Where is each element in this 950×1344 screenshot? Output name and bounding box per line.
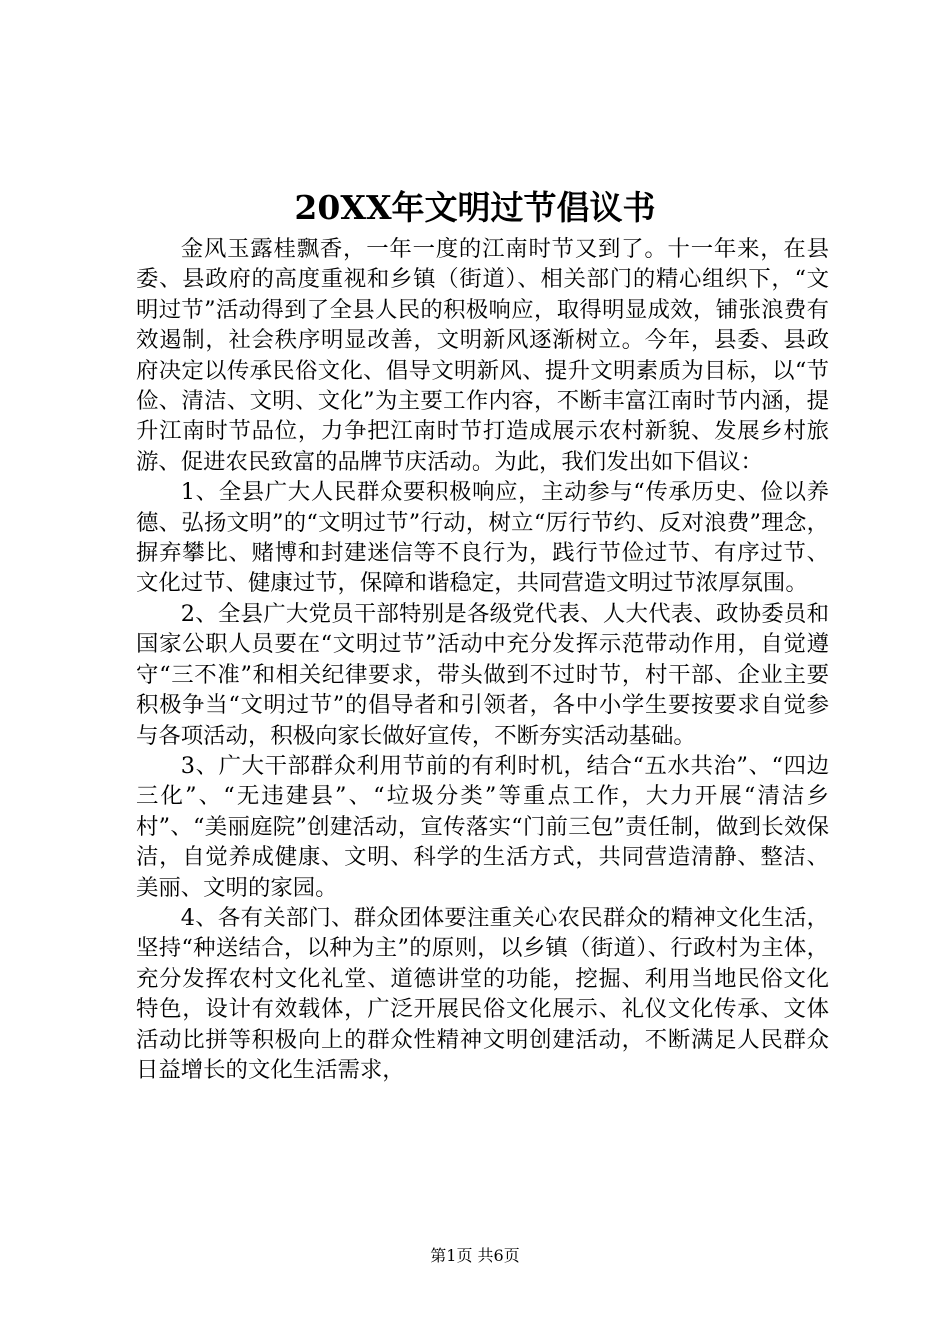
paragraph-item-1: 1、全县广大人民群众要积极响应，主动参与“传承历史、俭以养德、弘扬文明”的“文明过节”行动，树立“厉行节约、反对浪费”理念，摒弃攀比、赌博和封建迷信等不良行为，践行节俭过节、有序过节、文化过节、健康过节，保障和谐稳定，共同营造文明过节浓厚氛围。 — [136, 479, 829, 597]
document-title: 20XX年文明过节倡议书 — [294, 188, 656, 227]
page-number-footer: 第1页 共6页 — [430, 1246, 520, 1265]
paragraph-item-3: 3、广大干部群众利用节前的有利时机，结合“五水共治”、“四边三化”、“无违建县”、“垃圾分类”等重点工作，大力开展“清洁乡村”、“美丽庭院”创建活动，宣传落实“门前三包”责任制，做到长效保洁，自觉养成健康、文明、科学的生活方式，共同营造清静、整洁、美丽、文明的家园。 — [136, 752, 829, 901]
paragraph-item-4: 4、各有关部门、群众团体要注重关心农民群众的精神文化生活，坚持“种送结合，以种为主”的原则，以乡镇（街道）、行政村为主体，充分发挥农村文化礼堂、道德讲堂的功能，挖掘、利用当地民俗文化特色，设计有效载体，广泛开展民俗文化展示、礼仪文化传承、文体活动比拼等积极向上的群众性精神文明创建活动，不断满足人民群众日益增长的文化生活需求， — [136, 904, 829, 1083]
document-body — [136, 234, 829, 1085]
paragraph-item-2: 2、全县广大党员干部特别是各级党代表、人大代表、政协委员和国家公职人员要在“文明过节”活动中充分发挥示范带动作用，自觉遵守“三不准”和相关纪律要求，带头做到不过时节，村干部、企业主要积极争当“文明过节”的倡导者和引领者，各中小学生要按要求自觉参与各项活动，积极向家长做好宣传，不断夯实活动基础。 — [136, 600, 829, 749]
paragraph-intro: 金风玉露桂飘香，一年一度的江南时节又到了。十一年来，在县委、县政府的高度重视和乡镇（街道）、相关部门的精心组织下，“文明过节”活动得到了全县人民的积极响应，取得明显成效，铺张浪费有效遏制，社会秩序明显改善，文明新风逐渐树立。今年，县委、县政府决定以传承民俗文化、倡导文明新风、提升文明素质为目标，以“节俭、清洁、文明、文化”为主要工作内容，不断丰富江南时节内涵，提升江南时节品位，力争把江南时节打造成展示农村新貌、发展乡村旅游、促进农民致富的品牌节庆活动。为此，我们发出如下倡议： — [136, 236, 829, 475]
